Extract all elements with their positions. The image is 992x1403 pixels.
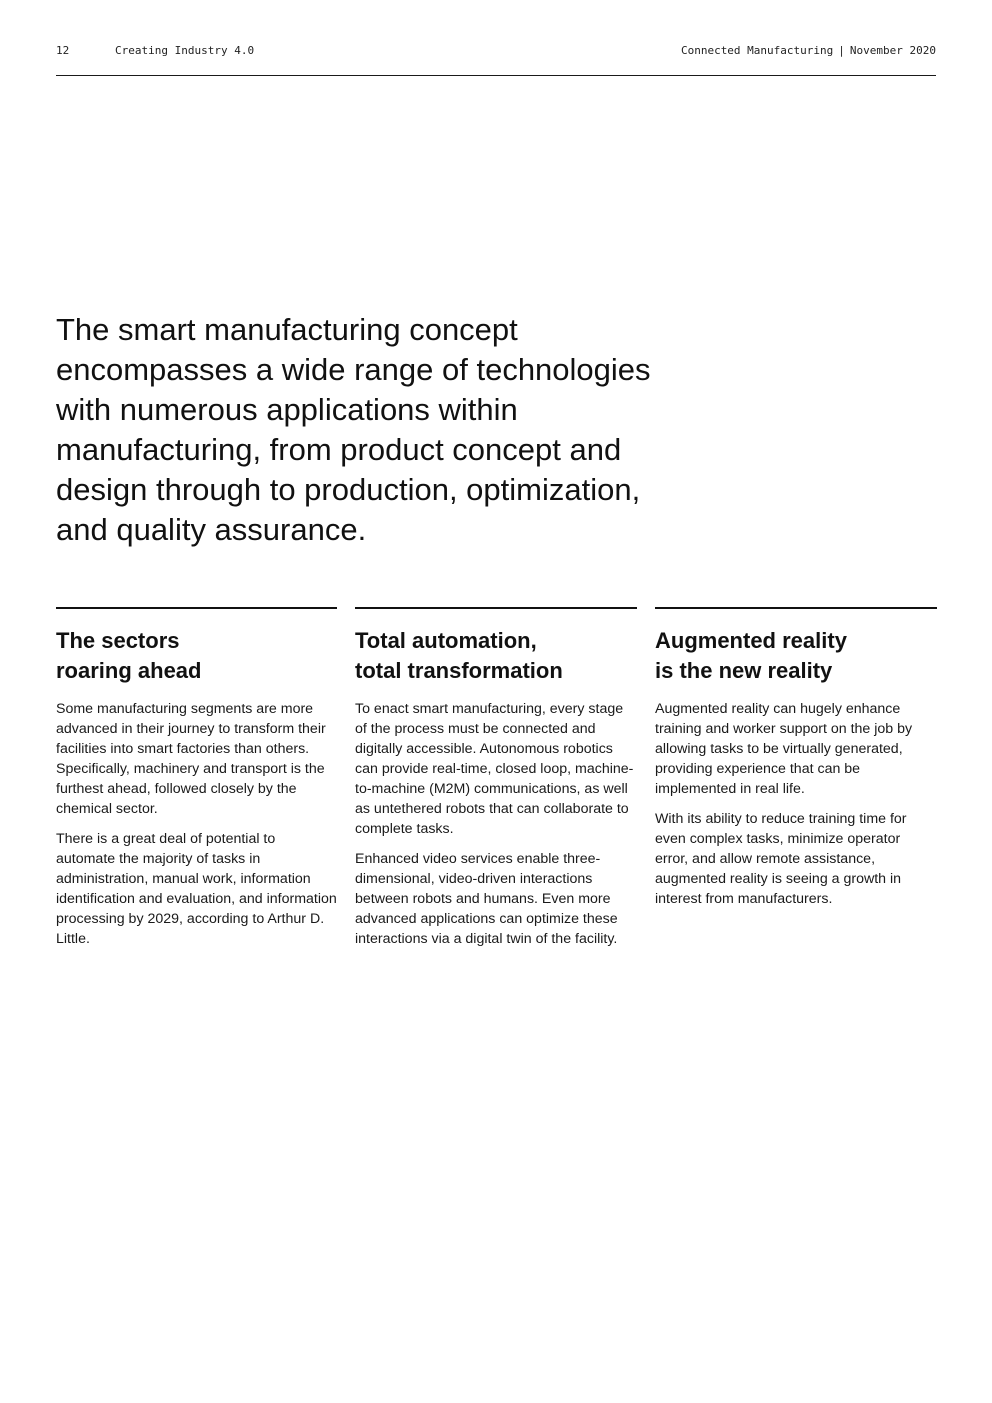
heading-line: is the new reality xyxy=(655,658,833,683)
heading-line: Total automation, xyxy=(355,628,537,653)
publication-date: November 2020 xyxy=(849,44,936,57)
body-paragraph: To enact smart manufacturing, every stage of the process must be connected and digitally accessible. Autonomous robotics can provide real-time, closed loop, machine-to-machine (M2M) communications, as well as untethered robots that can collaborate to complete tasks. xyxy=(355,701,634,837)
page-number: 12 xyxy=(56,44,70,57)
header-right xyxy=(681,44,936,57)
column-heading xyxy=(56,626,337,686)
column-automation xyxy=(355,607,637,959)
column-heading xyxy=(355,626,637,686)
section-name: Connected Manufacturing xyxy=(680,44,834,57)
heading-line: Augmented reality xyxy=(655,628,847,653)
body-paragraph: Augmented reality can hugely enhance training and worker support on the job by allowing tasks to be virtually generated, providing experience that can be implemented in real life. xyxy=(655,701,913,797)
body-paragraph: With its ability to reduce training time for even complex tasks, minimize operator error, and allow remote assistance, augmented reality is seeing a growth in interest from manufacturers. xyxy=(655,811,907,907)
column-augmented-reality xyxy=(655,607,937,919)
heading-line: roaring ahead xyxy=(56,658,202,683)
heading-line: The sectors xyxy=(56,628,180,653)
heading-line: total transformation xyxy=(355,658,563,683)
document-title: Creating Industry 4.0 xyxy=(115,44,255,57)
column-sectors xyxy=(56,607,337,959)
column-heading xyxy=(655,626,937,686)
body-paragraph: Enhanced video services enable three-dimensional, video-driven interactions between robots and humans. Even more advanced applications can optimize these interactions via a digital twin of the facility. xyxy=(355,851,618,947)
body-paragraph: There is a great deal of potential to automate the majority of tasks in administration, manual work, information identification and evaluation, and information processing by 2029, according to Arthur D. Little. xyxy=(56,831,337,947)
page-header xyxy=(56,42,936,76)
header-separator: | xyxy=(838,44,845,57)
intro-statement: The smart manufacturing concept encompasses a wide range of technologies with numerous applications within manufacturing, from product concept and design through to production, optimization, and quality assurance. xyxy=(56,312,651,547)
body-paragraph: Some manufacturing segments are more advanced in their journey to transform their facilities into smart factories than others. Specifically, machinery and transport is the furthest ahead, followed closely by the chemical sector. xyxy=(56,701,326,817)
